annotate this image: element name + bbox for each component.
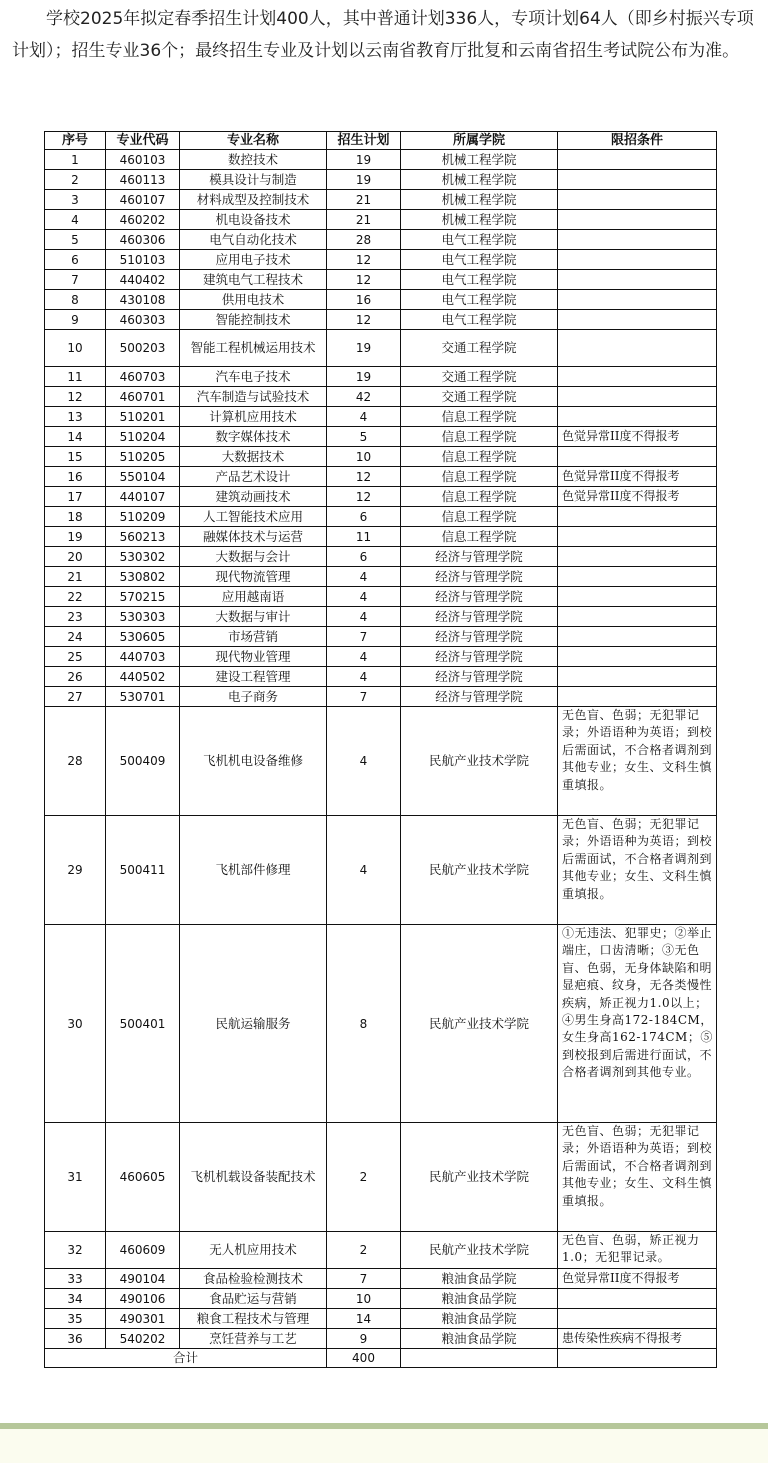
- row-number: 33: [45, 1269, 106, 1289]
- plan-count: 4: [327, 667, 401, 687]
- restriction-conditions: [558, 290, 717, 310]
- plan-count: 10: [327, 447, 401, 467]
- college-name: 粮油食品学院: [401, 1309, 558, 1329]
- table-row: [45, 925, 717, 1123]
- major-name: 现代物流管理: [180, 567, 327, 587]
- college-name: 民航产业技术学院: [401, 816, 558, 925]
- restriction-conditions: [558, 407, 717, 427]
- table-row: [45, 310, 717, 330]
- major-code: 460107: [106, 190, 180, 210]
- row-number: 22: [45, 587, 106, 607]
- restriction-conditions: [558, 647, 717, 667]
- row-number: 5: [45, 230, 106, 250]
- major-code: 460303: [106, 310, 180, 330]
- college-name: 机械工程学院: [401, 210, 558, 230]
- plan-count: 4: [327, 407, 401, 427]
- college-name: 电气工程学院: [401, 270, 558, 290]
- table-row: [45, 1269, 717, 1289]
- row-number: 27: [45, 687, 106, 707]
- plan-count: 7: [327, 1269, 401, 1289]
- table-row: [45, 707, 717, 816]
- college-name: 机械工程学院: [401, 190, 558, 210]
- major-name: 粮食工程技术与管理: [180, 1309, 327, 1329]
- plan-count: 2: [327, 1232, 401, 1269]
- restriction-conditions: ①无违法、犯罪史；②举止端庄，口齿清晰；③无色盲、色弱，无身体缺陷和明显疤痕、纹身，无各类慢性疾病，矫正视力1.0以上；④男生身高172-184CM，女生身高162-174CM；⑤到校报到后需进行面试，不合格者调剂到其他专业。: [558, 925, 717, 1123]
- major-code: 570215: [106, 587, 180, 607]
- table-row: [45, 647, 717, 667]
- restriction-conditions: 无色盲、色弱；无犯罪记录；外语语种为英语；到校后需面试，不合格者调剂到其他专业；女生、文科生慎重填报。: [558, 816, 717, 925]
- restriction-conditions: [558, 230, 717, 250]
- college-name: 经济与管理学院: [401, 627, 558, 647]
- major-code: 440703: [106, 647, 180, 667]
- row-number: 30: [45, 925, 106, 1123]
- restriction-conditions: [558, 330, 717, 367]
- major-name: 大数据技术: [180, 447, 327, 467]
- restriction-conditions: [558, 367, 717, 387]
- row-number: 2: [45, 170, 106, 190]
- total-empty-cell: [401, 1349, 558, 1368]
- restriction-conditions: [558, 210, 717, 230]
- college-name: 信息工程学院: [401, 507, 558, 527]
- major-code: 440402: [106, 270, 180, 290]
- major-code: 460103: [106, 150, 180, 170]
- major-name: 大数据与审计: [180, 607, 327, 627]
- college-name: 经济与管理学院: [401, 607, 558, 627]
- college-name: 电气工程学院: [401, 310, 558, 330]
- college-name: 交通工程学院: [401, 330, 558, 367]
- total-value: 400: [327, 1349, 401, 1368]
- college-name: 经济与管理学院: [401, 647, 558, 667]
- footer-area: [0, 1429, 768, 1463]
- major-name: 数字媒体技术: [180, 427, 327, 447]
- major-code: 560213: [106, 527, 180, 547]
- major-code: 510204: [106, 427, 180, 447]
- restriction-conditions: 无色盲、色弱；无犯罪记录；外语语种为英语；到校后需面试，不合格者调剂到其他专业；女生、文科生慎重填报。: [558, 1123, 717, 1232]
- plan-count: 4: [327, 567, 401, 587]
- plan-count: 12: [327, 487, 401, 507]
- table-row: [45, 190, 717, 210]
- plan-count: 9: [327, 1329, 401, 1349]
- row-number: 12: [45, 387, 106, 407]
- major-code: 460605: [106, 1123, 180, 1232]
- row-number: 9: [45, 310, 106, 330]
- table-row: [45, 1329, 717, 1349]
- table-row: [45, 547, 717, 567]
- major-name: 材料成型及控制技术: [180, 190, 327, 210]
- table-row: [45, 507, 717, 527]
- major-code: 460703: [106, 367, 180, 387]
- row-number: 20: [45, 547, 106, 567]
- table-row: [45, 447, 717, 467]
- major-code: 490301: [106, 1309, 180, 1329]
- college-name: 粮油食品学院: [401, 1289, 558, 1309]
- college-name: 信息工程学院: [401, 407, 558, 427]
- table-row: [45, 230, 717, 250]
- major-code: 540202: [106, 1329, 180, 1349]
- plan-count: 4: [327, 587, 401, 607]
- table-row: [45, 1309, 717, 1329]
- row-number: 14: [45, 427, 106, 447]
- major-code: 490106: [106, 1289, 180, 1309]
- table-row: [45, 210, 717, 230]
- table-row: [45, 1123, 717, 1232]
- major-name: 无人机应用技术: [180, 1232, 327, 1269]
- major-code: 460701: [106, 387, 180, 407]
- table-row: [45, 387, 717, 407]
- restriction-conditions: 患传染性疾病不得报考: [558, 1329, 717, 1349]
- row-number: 7: [45, 270, 106, 290]
- major-name: 汽车电子技术: [180, 367, 327, 387]
- major-name: 飞机部件修理: [180, 816, 327, 925]
- row-number: 17: [45, 487, 106, 507]
- enrollment-plan-table: [44, 131, 717, 1368]
- row-number: 18: [45, 507, 106, 527]
- row-number: 6: [45, 250, 106, 270]
- restriction-conditions: [558, 527, 717, 547]
- plan-count: 21: [327, 210, 401, 230]
- college-name: 信息工程学院: [401, 467, 558, 487]
- college-name: 粮油食品学院: [401, 1329, 558, 1349]
- row-number: 10: [45, 330, 106, 367]
- major-code: 500203: [106, 330, 180, 367]
- total-label: 合计: [45, 1349, 327, 1368]
- header-college: 所属学院: [401, 132, 558, 150]
- plan-count: 4: [327, 607, 401, 627]
- plan-count: 6: [327, 507, 401, 527]
- table-row: [45, 290, 717, 310]
- plan-count: 42: [327, 387, 401, 407]
- major-name: 机电设备技术: [180, 210, 327, 230]
- major-code: 460113: [106, 170, 180, 190]
- college-name: 机械工程学院: [401, 150, 558, 170]
- restriction-conditions: [558, 587, 717, 607]
- table-row: [45, 627, 717, 647]
- table-row: [45, 330, 717, 367]
- row-number: 23: [45, 607, 106, 627]
- restriction-conditions: [558, 627, 717, 647]
- major-name: 模具设计与制造: [180, 170, 327, 190]
- major-code: 490104: [106, 1269, 180, 1289]
- major-name: 产品艺术设计: [180, 467, 327, 487]
- table-row: [45, 1232, 717, 1269]
- restriction-conditions: [558, 1309, 717, 1329]
- major-code: 530303: [106, 607, 180, 627]
- restriction-conditions: [558, 190, 717, 210]
- plan-count: 12: [327, 467, 401, 487]
- plan-count: 10: [327, 1289, 401, 1309]
- restriction-conditions: 色觉异常II度不得报考: [558, 1269, 717, 1289]
- row-number: 11: [45, 367, 106, 387]
- major-name: 飞机机电设备维修: [180, 707, 327, 816]
- table-row: [45, 170, 717, 190]
- table-body: [45, 150, 717, 1349]
- college-name: 电气工程学院: [401, 290, 558, 310]
- major-name: 烹饪营养与工艺: [180, 1329, 327, 1349]
- table-row: [45, 487, 717, 507]
- intro-paragraph: 学校2025年拟定春季招生计划400人，其中普通计划336人，专项计划64人（即乡村振兴专项计划）；招生专业36个；最终招生专业及计划以云南省教育厅批复和云南省招生考试院公布为准。: [12, 9, 754, 61]
- table-row: [45, 527, 717, 547]
- plan-count: 12: [327, 310, 401, 330]
- major-name: 建筑电气工程技术: [180, 270, 327, 290]
- major-code: 530701: [106, 687, 180, 707]
- table-row: [45, 407, 717, 427]
- major-code: 460609: [106, 1232, 180, 1269]
- row-number: 4: [45, 210, 106, 230]
- major-name: 融媒体技术与运营: [180, 527, 327, 547]
- plan-count: 5: [327, 427, 401, 447]
- restriction-conditions: [558, 150, 717, 170]
- restriction-conditions: [558, 270, 717, 290]
- plan-count: 19: [327, 150, 401, 170]
- major-name: 人工智能技术应用: [180, 507, 327, 527]
- plan-count: 19: [327, 330, 401, 367]
- major-code: 510209: [106, 507, 180, 527]
- header-no: 序号: [45, 132, 106, 150]
- restriction-conditions: [558, 507, 717, 527]
- plan-count: 11: [327, 527, 401, 547]
- plan-count: 12: [327, 270, 401, 290]
- table-row: [45, 587, 717, 607]
- plan-count: 28: [327, 230, 401, 250]
- major-name: 建设工程管理: [180, 667, 327, 687]
- college-name: 民航产业技术学院: [401, 707, 558, 816]
- college-name: 信息工程学院: [401, 427, 558, 447]
- major-name: 现代物业管理: [180, 647, 327, 667]
- restriction-conditions: 色觉异常II度不得报考: [558, 487, 717, 507]
- major-name: 民航运输服务: [180, 925, 327, 1123]
- header-name: 专业名称: [180, 132, 327, 150]
- major-code: 530605: [106, 627, 180, 647]
- plan-count: 14: [327, 1309, 401, 1329]
- header-plan: 招生计划: [327, 132, 401, 150]
- restriction-conditions: [558, 170, 717, 190]
- college-name: 机械工程学院: [401, 170, 558, 190]
- row-number: 29: [45, 816, 106, 925]
- major-code: 510103: [106, 250, 180, 270]
- table-row: [45, 687, 717, 707]
- row-number: 13: [45, 407, 106, 427]
- plan-count: 19: [327, 170, 401, 190]
- restriction-conditions: 无色盲、色弱，矫正视力1.0；无犯罪记录。: [558, 1232, 717, 1269]
- major-name: 食品贮运与营销: [180, 1289, 327, 1309]
- restriction-conditions: [558, 547, 717, 567]
- restriction-conditions: 色觉异常II度不得报考: [558, 427, 717, 447]
- row-number: 24: [45, 627, 106, 647]
- college-name: 民航产业技术学院: [401, 1123, 558, 1232]
- major-code: 550104: [106, 467, 180, 487]
- row-number: 34: [45, 1289, 106, 1309]
- restriction-conditions: [558, 447, 717, 467]
- college-name: 电气工程学院: [401, 230, 558, 250]
- restriction-conditions: [558, 567, 717, 587]
- table-row: [45, 150, 717, 170]
- major-code: 530302: [106, 547, 180, 567]
- major-code: 530802: [106, 567, 180, 587]
- plan-count: 21: [327, 190, 401, 210]
- major-name: 飞机机载设备装配技术: [180, 1123, 327, 1232]
- plan-count: 6: [327, 547, 401, 567]
- plan-count: 2: [327, 1123, 401, 1232]
- major-code: 510201: [106, 407, 180, 427]
- major-code: 500401: [106, 925, 180, 1123]
- college-name: 经济与管理学院: [401, 687, 558, 707]
- major-name: 智能控制技术: [180, 310, 327, 330]
- row-number: 3: [45, 190, 106, 210]
- major-name: 汽车制造与试验技术: [180, 387, 327, 407]
- row-number: 32: [45, 1232, 106, 1269]
- major-name: 应用越南语: [180, 587, 327, 607]
- row-number: 35: [45, 1309, 106, 1329]
- college-name: 信息工程学院: [401, 487, 558, 507]
- table-row: [45, 467, 717, 487]
- restriction-conditions: 色觉异常II度不得报考: [558, 467, 717, 487]
- college-name: 经济与管理学院: [401, 667, 558, 687]
- table-row: [45, 567, 717, 587]
- college-name: 经济与管理学院: [401, 587, 558, 607]
- restriction-conditions: [558, 310, 717, 330]
- major-code: 430108: [106, 290, 180, 310]
- plan-count: 19: [327, 367, 401, 387]
- plan-count: 7: [327, 687, 401, 707]
- table-row: [45, 667, 717, 687]
- table-row: [45, 1289, 717, 1309]
- row-number: 16: [45, 467, 106, 487]
- plan-count: 16: [327, 290, 401, 310]
- plan-count: 12: [327, 250, 401, 270]
- college-name: 经济与管理学院: [401, 567, 558, 587]
- table-row: [45, 367, 717, 387]
- major-code: 440502: [106, 667, 180, 687]
- table-row: [45, 607, 717, 627]
- major-name: 建筑动画技术: [180, 487, 327, 507]
- plan-count: 7: [327, 627, 401, 647]
- row-number: 1: [45, 150, 106, 170]
- row-number: 25: [45, 647, 106, 667]
- major-code: 510205: [106, 447, 180, 467]
- college-name: 信息工程学院: [401, 527, 558, 547]
- major-name: 应用电子技术: [180, 250, 327, 270]
- major-name: 市场营销: [180, 627, 327, 647]
- major-name: 电气自动化技术: [180, 230, 327, 250]
- college-name: 民航产业技术学院: [401, 925, 558, 1123]
- college-name: 民航产业技术学院: [401, 1232, 558, 1269]
- college-name: 交通工程学院: [401, 387, 558, 407]
- college-name: 经济与管理学院: [401, 547, 558, 567]
- row-number: 28: [45, 707, 106, 816]
- table-header-row: [45, 132, 717, 150]
- restriction-conditions: [558, 1289, 717, 1309]
- college-name: 电气工程学院: [401, 250, 558, 270]
- major-name: 供用电技术: [180, 290, 327, 310]
- college-name: 信息工程学院: [401, 447, 558, 467]
- major-code: 460306: [106, 230, 180, 250]
- row-number: 26: [45, 667, 106, 687]
- major-code: 500411: [106, 816, 180, 925]
- plan-count: 4: [327, 707, 401, 816]
- major-name: 数控技术: [180, 150, 327, 170]
- header-conditions: 限招条件: [558, 132, 717, 150]
- row-number: 31: [45, 1123, 106, 1232]
- table-row: [45, 427, 717, 447]
- major-code: 460202: [106, 210, 180, 230]
- plan-count: 8: [327, 925, 401, 1123]
- row-number: 21: [45, 567, 106, 587]
- table-row: [45, 816, 717, 925]
- major-name: 计算机应用技术: [180, 407, 327, 427]
- header-code: 专业代码: [106, 132, 180, 150]
- row-number: 19: [45, 527, 106, 547]
- major-code: 440107: [106, 487, 180, 507]
- row-number: 15: [45, 447, 106, 467]
- major-code: 500409: [106, 707, 180, 816]
- row-number: 8: [45, 290, 106, 310]
- total-empty-cell: [558, 1349, 717, 1368]
- major-name: 智能工程机械运用技术: [180, 330, 327, 367]
- plan-count: 4: [327, 816, 401, 925]
- table-row: [45, 270, 717, 290]
- plan-count: 4: [327, 647, 401, 667]
- restriction-conditions: [558, 250, 717, 270]
- restriction-conditions: [558, 687, 717, 707]
- restriction-conditions: [558, 667, 717, 687]
- restriction-conditions: [558, 607, 717, 627]
- row-number: 36: [45, 1329, 106, 1349]
- table-row: [45, 250, 717, 270]
- total-row: [45, 1349, 717, 1368]
- major-name: 大数据与会计: [180, 547, 327, 567]
- restriction-conditions: [558, 387, 717, 407]
- college-name: 粮油食品学院: [401, 1269, 558, 1289]
- restriction-conditions: 无色盲、色弱；无犯罪记录；外语语种为英语；到校后需面试，不合格者调剂到其他专业；女生、文科生慎重填报。: [558, 707, 717, 816]
- college-name: 交通工程学院: [401, 367, 558, 387]
- major-name: 食品检验检测技术: [180, 1269, 327, 1289]
- major-name: 电子商务: [180, 687, 327, 707]
